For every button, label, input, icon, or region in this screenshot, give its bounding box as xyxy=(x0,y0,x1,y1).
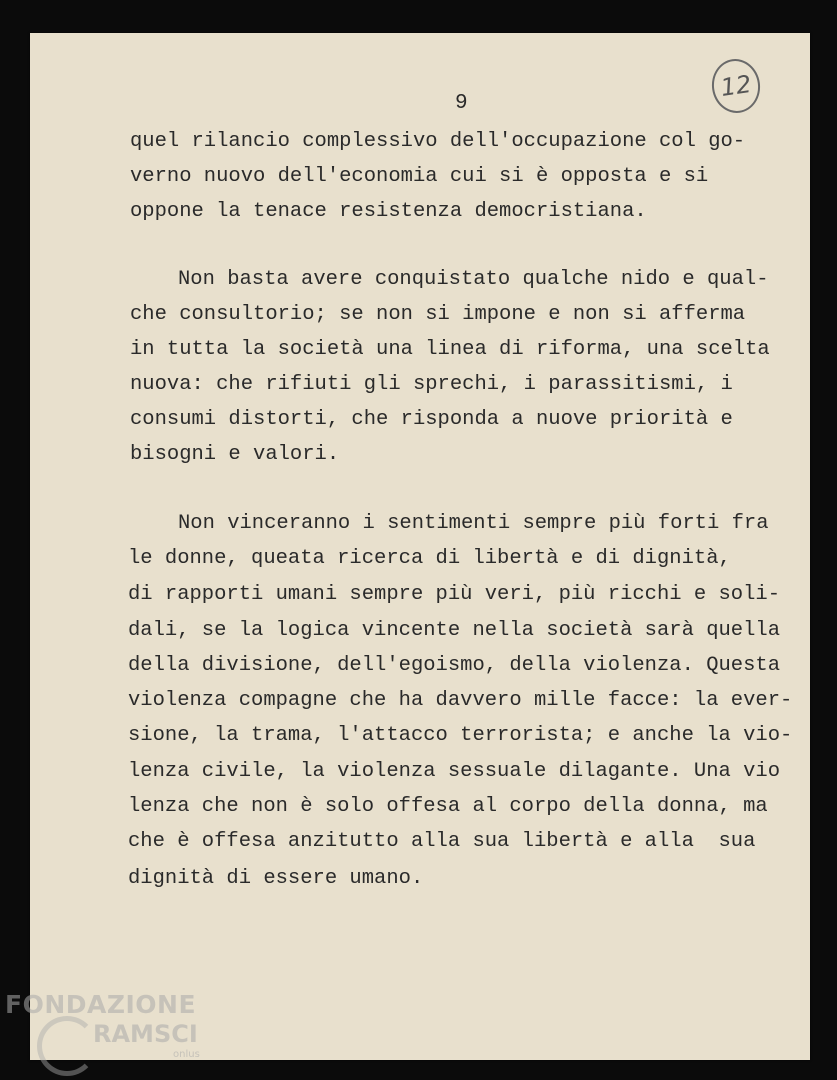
text-line: verno nuovo dell'economia cui si è opposta e si xyxy=(130,165,709,188)
text-line: dignità di essere umano. xyxy=(128,867,424,890)
text-line: che è offesa anzitutto alla sua libertà e alla sua xyxy=(128,830,756,853)
text-line: Non vinceranno i sentimenti sempre più forti fra xyxy=(178,512,769,535)
watermark-line2: RAMSCI xyxy=(93,1020,198,1048)
watermark-line1: FONDAZIONE xyxy=(5,990,197,1019)
text-line: Non basta avere conquistato qualche nido e qual- xyxy=(178,268,769,291)
text-line: in tutta la società una linea di riforma, una scelta xyxy=(130,338,770,361)
text-line: bisogni e valori. xyxy=(130,443,340,466)
text-line: che consultorio; se non si impone e non si afferma xyxy=(130,303,746,326)
text-line: nuova: che rifiuti gli sprechi, i parassitismi, i xyxy=(130,373,733,396)
text-line: violenza compagne che ha davvero mille facce: la ever- xyxy=(128,689,793,712)
text-line: le donne, queata ricerca di libertà e di dignità, xyxy=(128,547,731,570)
text-line: sione, la trama, l'attacco terrorista; e anche la vio- xyxy=(128,724,793,747)
page-number: 9 xyxy=(455,92,468,115)
fondazione-gramsci-watermark xyxy=(5,990,215,1070)
watermark-g-logo xyxy=(37,1016,97,1076)
text-line: oppone la tenace resistenza democristiana. xyxy=(130,200,647,223)
text-line: quel rilancio complessivo dell'occupazione col go- xyxy=(130,130,746,153)
archive-number: 12 xyxy=(718,70,754,102)
text-line: della divisione, dell'egoismo, della violenza. Questa xyxy=(128,654,781,677)
text-line: lenza che non è solo offesa al corpo della donna, ma xyxy=(128,795,768,818)
text-line: consumi distorti, che risponda a nuove priorità e xyxy=(130,408,733,431)
text-line: dali, se la logica vincente nella società sarà quella xyxy=(128,619,781,642)
watermark-line3: onlus xyxy=(173,1049,200,1060)
text-line: lenza civile, la violenza sessuale dilagante. Una vio xyxy=(128,760,781,783)
text-line: di rapporti umani sempre più veri, più ricchi e soli- xyxy=(128,583,781,606)
